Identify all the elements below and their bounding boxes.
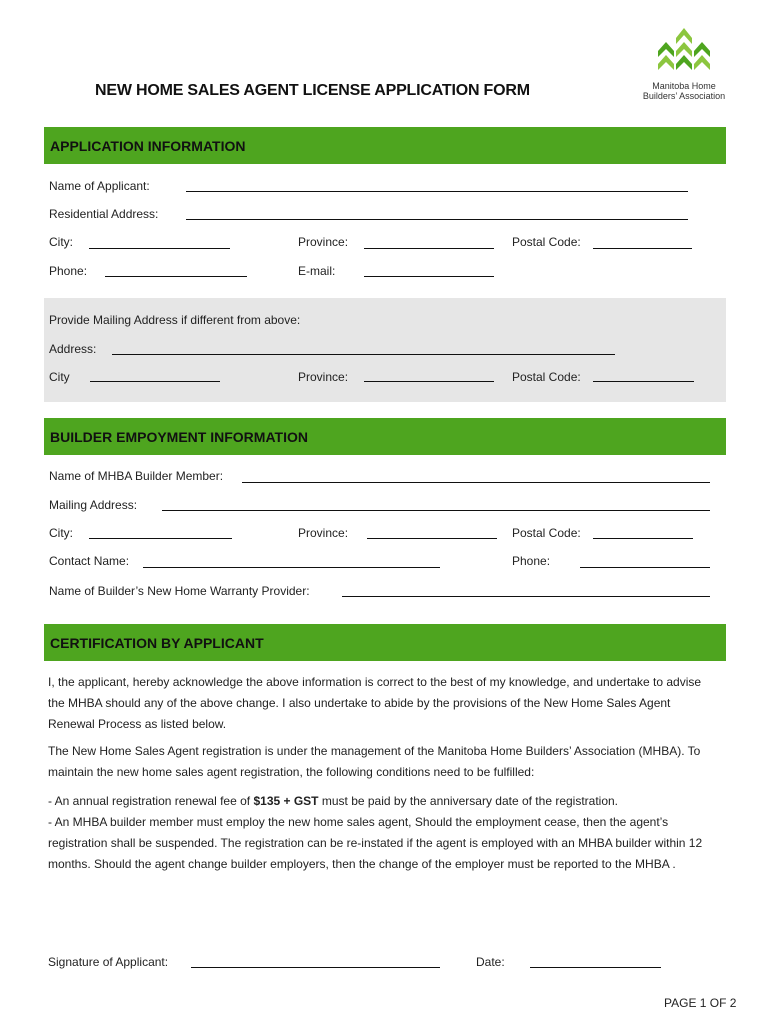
builder-member-label: Name of MHBA Builder Member:	[49, 469, 224, 483]
page-number: PAGE 1 OF 2	[664, 996, 737, 1010]
mhba-logo	[636, 24, 732, 104]
warranty-provider-field[interactable]	[342, 596, 710, 597]
fee-condition	[48, 791, 718, 812]
fee-amount: $135 + GST	[253, 794, 319, 808]
province-label: Province:	[298, 235, 349, 249]
residential-address-label: Residential Address:	[49, 207, 159, 221]
signature-field[interactable]	[191, 967, 440, 968]
date-label: Date:	[476, 955, 505, 969]
builder-mailing-field[interactable]	[162, 510, 710, 511]
mailing-address-field[interactable]	[112, 354, 615, 355]
fee-prefix: - An annual registration renewal fee of	[48, 794, 254, 808]
postal-code-label: Postal Code:	[512, 235, 581, 249]
phone-label: Phone:	[49, 264, 88, 278]
postal-code-field[interactable]	[593, 248, 692, 249]
section-header-builder: BUILDER EMPOYMENT INFORMATION	[44, 418, 726, 455]
contact-name-field[interactable]	[143, 567, 440, 568]
email-label: E-mail:	[298, 264, 336, 278]
warranty-provider-label: Name of Builder’s New Home Warranty Provider:	[49, 584, 310, 598]
contact-name-label: Contact Name:	[49, 554, 130, 568]
section-header-certification: CERTIFICATION BY APPLICANT	[44, 624, 726, 661]
city-field[interactable]	[89, 248, 230, 249]
section-header-application: APPLICATION INFORMATION	[44, 127, 726, 164]
province-field[interactable]	[364, 248, 494, 249]
mailing-postal-label: Postal Code:	[512, 370, 581, 384]
chevron-house-icon	[654, 24, 712, 76]
signature-label: Signature of Applicant:	[48, 955, 169, 969]
fee-suffix: must be paid by the anniversary date of the registration.	[318, 794, 619, 808]
logo-line-2: Builders’ Association	[642, 91, 726, 101]
city-label: City:	[49, 235, 73, 249]
residential-address-field[interactable]	[186, 219, 688, 220]
builder-phone-field[interactable]	[580, 567, 710, 568]
builder-postal-label: Postal Code:	[512, 526, 581, 540]
logo-text	[636, 81, 732, 101]
builder-phone-label: Phone:	[512, 554, 551, 568]
builder-member-field[interactable]	[242, 482, 710, 483]
builder-mailing-label: Mailing Address:	[49, 498, 138, 512]
name-of-applicant-field[interactable]	[186, 191, 688, 192]
builder-postal-field[interactable]	[593, 538, 693, 539]
form-title: NEW HOME SALES AGENT LICENSE APPLICATION FORM	[95, 82, 530, 99]
builder-province-label: Province:	[298, 526, 349, 540]
logo-line-1: Manitoba Home	[652, 81, 716, 91]
mailing-city-label: City	[49, 370, 70, 384]
certification-paragraph-2: The New Home Sales Agent registration is under the management of the Manitoba Home Builders’ Association (MHBA). To maintain the new home sales agent registration, the following conditions need to be fulfilled:	[48, 744, 701, 779]
mailing-province-label: Province:	[298, 370, 349, 384]
date-field[interactable]	[530, 967, 661, 968]
mailing-postal-field[interactable]	[593, 381, 694, 382]
certification-paragraph-1: I, the applicant, hereby acknowledge the above information is correct to the best of my knowledge, and undertake to advise the MHBA should any of the above change. I also undertake to abide by the provisions of the New Home Sales Agent Renewal Process as listed below.	[48, 675, 702, 731]
builder-city-label: City:	[49, 526, 73, 540]
email-field[interactable]	[364, 276, 494, 277]
mailing-address-prompt: Provide Mailing Address if different from above:	[49, 313, 301, 327]
builder-city-field[interactable]	[89, 538, 232, 539]
mailing-province-field[interactable]	[364, 381, 494, 382]
builder-province-field[interactable]	[367, 538, 497, 539]
phone-field[interactable]	[105, 276, 247, 277]
mailing-address-label: Address:	[49, 342, 97, 356]
name-of-applicant-label: Name of Applicant:	[49, 179, 150, 193]
employment-condition: - An MHBA builder member must employ the new home sales agent, Should the employment cease, then the agent’s registration shall be suspended. The registration can be re-instated if the agent is employed with an MHBA builder within 12 months. Should the agent change builder employers, then the change of the employer must be reported to the MHBA .	[48, 815, 703, 871]
mailing-city-field[interactable]	[90, 381, 220, 382]
